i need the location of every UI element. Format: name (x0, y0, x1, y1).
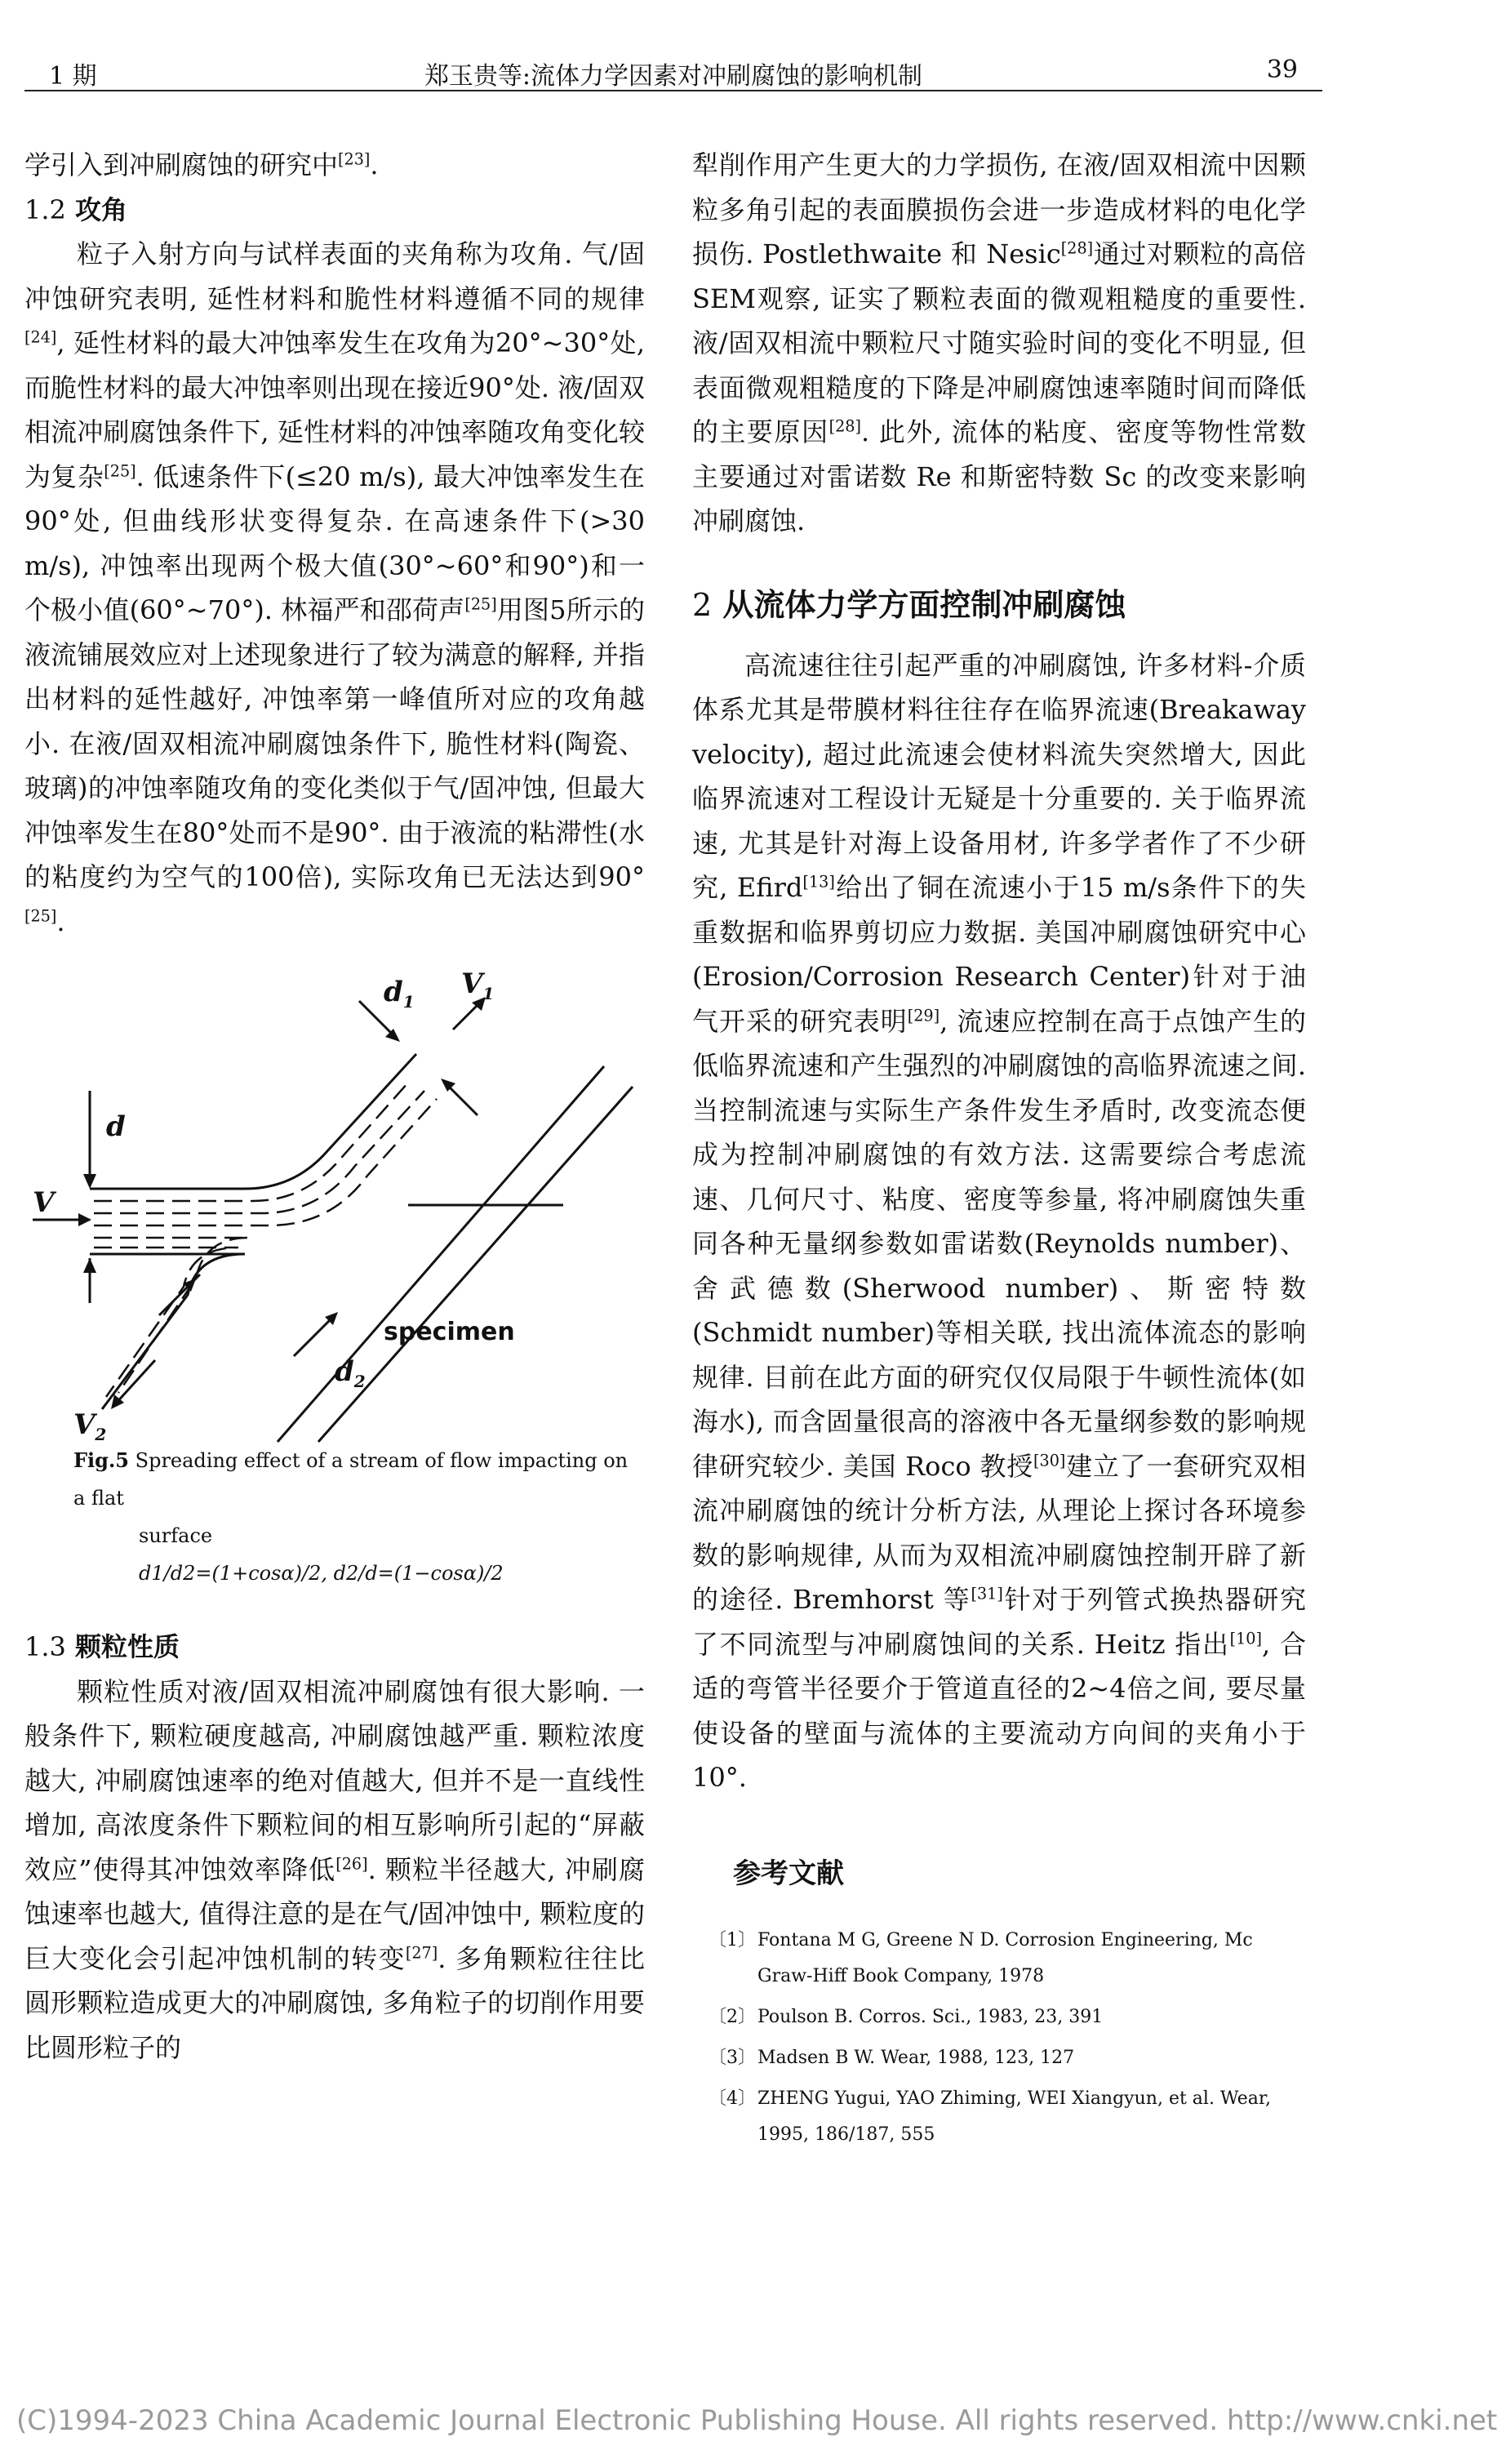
section-heading-1-2: 1.2 攻角 (24, 193, 128, 225)
reference-item: 〔4〕ZHENG Yugui, YAO Zhiming, WEI Xiangyun, et al. Wear, 1995, 186/187, 555 (709, 2088, 1271, 2145)
paragraph-attack-angle: 粒子入射方向与试样表面的夹角称为攻角. 气/固冲蚀研究表明, 延性材料和脆性材料遵循不同的规律[24], 延性材料的最大冲蚀率发生在攻角为20°~30°处, 而脆性材料的最大冲蚀率则出现在接近90°处. 液/固双相流冲刷腐蚀条件下, 延性材料的冲蚀率随攻角变化较为复杂[25]. 低速条件下(≤20 m/s), 最大冲蚀率发生在90°处, 但曲线形状变得复杂. 在高速条件下(>30 m/s), 冲蚀率出现两个极大值(30°~60°和90°)和一个极小值(60°~70°). 林福严和邵荷声[25]用图5所示的液流铺展效应对上述现象进行了较为满意的解释, 并指出材料的延性越好, 冲蚀率第一峰值所对应的攻角越小. 在液/固双相流冲刷腐蚀条件下, 脆性材料(陶瓷、玻璃)的冲蚀率随攻角的变化类似于气/固冲蚀, 但最大冲蚀率发生在80°处而不是90°. 由于液流的粘滞性(水的粘度约为空气的100倍), 实际攻角已无法达到90°[25]. (24, 238, 645, 937)
label-d2: $d_2$ (335, 1355, 366, 1391)
caption-text: Spreading effect of a stream of flow impacting on a flat (73, 1449, 629, 1510)
citation: [27] (405, 1942, 438, 1962)
caption-text-continued: surface (139, 1524, 213, 1547)
spreading-effect-diagram (24, 952, 645, 1442)
flow-line (94, 1238, 249, 1393)
left-column (24, 143, 645, 2070)
running-title: 郑玉贵等:流体力学因素对冲刷腐蚀的影响机制 (424, 62, 923, 91)
right-column (692, 143, 1306, 2158)
reference-list (692, 1923, 1306, 2153)
stream-lower-curve (102, 1254, 245, 1409)
citation: [25] (464, 594, 497, 614)
page-number: 39 (1266, 56, 1298, 84)
flow-line (94, 1083, 408, 1201)
section-heading-1-3: 1.3 颗粒性质 (24, 1631, 180, 1662)
flow-line (94, 1099, 437, 1225)
figure-5 (24, 952, 645, 1442)
reference-item: 〔1〕Fontana M G, Greene N D. Corrosion Engineering, Mc Graw-Hiff Book Company, 1978 (709, 1929, 1253, 1986)
label-v1: $V_1$ (461, 967, 495, 1003)
paragraph-flow-control: 高流速往往引起严重的冲刷腐蚀, 许多材料-介质体系尤其是带膜材料往往存在临界流速(Breakaway velocity), 超过此流速会使材料流失突然增大, 因此临界流速对工程设计无疑是十分重要的. 关于临界流速, 尤其是针对海上设备用材, 许多学者作了不少研究, Efird[13]给出了铜在流速小于15 m/s条件下的失重数据和临界剪切应力数据. 美国冲刷腐蚀研究中心(Erosion/Corrosion Research Center)针对于油气开采的研究表明[29], 流速应控制在高于点蚀产生的低临界流速和产生强烈的冲刷腐蚀的高临界流速之间. 当控制流速与实际生产条件发生矛盾时, 改变流态便成为控制冲刷腐蚀的有效方法. 这需要综合考虑流速、几何尺寸、粘度、密度等参量, 将冲刷腐蚀失重同各种无量纲参数如雷诺数(Reynolds number)、舍武德数(Sherwood number)、斯密特数(Schmidt number)等相关联, 找出流体流态的影响规律. 目前在此方面的研究仅仅局限于牛顿性流体(如海水), 而含固量很高的溶液中各无量纲参数的影响规律研究较少. 美国 Roco 教授[30]建立了一套研究双相流冲刷腐蚀的统计分析方法, 从理论上探讨各环境参数的影响规律, 从而为双相流冲刷腐蚀控制开辟了新的途径. Bremhorst 等[31]针对于列管式换热器研究了不同流型与冲刷腐蚀间的关系. Heitz 指出[10], 合适的弯管半径要介于管道直径的2~4倍之间, 要尽量使设备的壁面与流体的主要流动方向间的夹角小于10°. (692, 649, 1306, 1793)
reference-item: 〔2〕Poulson B. Corros. Sci., 1983, 23, 391 (709, 2006, 1104, 2027)
citation: [24] (24, 327, 57, 347)
citation: [23] (338, 149, 371, 169)
citation: [25] (24, 905, 57, 925)
label-v: V (33, 1186, 55, 1219)
specimen-edge-lower (278, 1066, 604, 1442)
citation: [31] (971, 1584, 1003, 1603)
label-d1: $d_1$ (384, 976, 415, 1012)
specimen-edge-upper (318, 1087, 633, 1442)
citation: [28] (828, 416, 861, 436)
issue-number: 1 期 (49, 62, 97, 91)
d2-arrow-2 (294, 1315, 335, 1356)
reference-item: 〔3〕Madsen B W. Wear, 1988, 123, 127 (709, 2047, 1075, 2068)
references-heading: 参考文献 (733, 1857, 844, 1890)
citation: [25] (104, 460, 136, 480)
paragraph-particle-properties: 颗粒性质对液/固双相流冲刷腐蚀有很大影响. 一般条件下, 颗粒硬度越高, 冲刷腐蚀越严重. 颗粒浓度越大, 冲刷腐蚀速率的绝对值越大, 但并不是一直线性增加, 高浓度条件下颗粒间的相互影响所引起的“屏蔽效应”使得其冲蚀效率降低[26]. 颗粒半径越大, 冲刷腐蚀速率也越大, 值得注意的是在气/固冲蚀中, 颗粒度的巨大变化会引起冲蚀机制的转变[27]. 多角颗粒往往比圆形颗粒造成更大的冲刷腐蚀, 多角粒子的切削作用要比圆形粒子的 (24, 1675, 645, 2063)
label-v2: $V_2$ (73, 1408, 107, 1444)
figure-caption (73, 1442, 645, 1592)
label-d: d (106, 1110, 126, 1143)
citation: [10] (1229, 1628, 1262, 1648)
figure-label: Fig.5 (73, 1448, 129, 1472)
citation: [29] (907, 1005, 940, 1025)
citation: [30] (1033, 1450, 1066, 1470)
paragraph-particle-continued: 犁削作用产生更大的力学损伤, 在液/固双相流中因颗粒多角引起的表面膜损伤会进一步造成材料的电化学损伤. Postlethwaite 和 Nesic[28]通过对颗粒的高倍SEM观察, 证实了颗粒表面的微观粗糙度的重要性. 液/固双相流中颗粒尺寸随实验时间的变化不明显, 但表面微观粗糙度的下降是冲刷腐蚀速率随时间而降低的主要原因[28]. 此外, 流体的粘度、密度等物性常数主要通过对雷诺数 Re 和斯密特数 Sc 的改变来影响冲刷腐蚀. (692, 149, 1306, 536)
section-heading-2: 2 从流体力学方面控制冲刷腐蚀 (692, 586, 1126, 623)
citation: [28] (1060, 238, 1094, 258)
flow-line (94, 1091, 424, 1213)
caption-formula: d1/d2=(1+cosα)/2, d2/d=(1−cosα)/2 (139, 1562, 504, 1585)
label-specimen: specimen (384, 1318, 515, 1346)
citation: [13] (802, 872, 835, 892)
copyright-watermark: (C)1994-2023 China Academic Journal Electronic Publishing House. All rights reserved. http://www.cnki.net (16, 2404, 1497, 2437)
intro-paragraph: 学引入到冲刷腐蚀的研究中[23]. (24, 149, 379, 180)
citation: [26] (335, 1853, 368, 1873)
running-header (24, 49, 1322, 91)
